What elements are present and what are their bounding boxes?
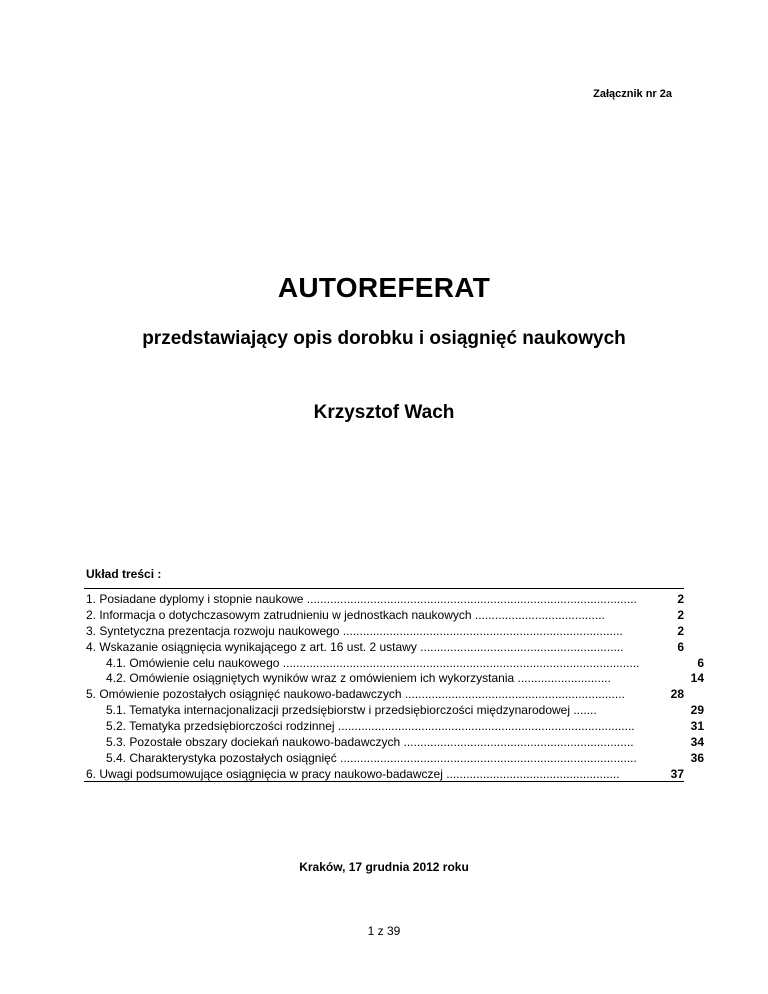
toc-entry-text: 4.2. Omówienie osiągniętych wyników wraz z omówieniem ich wykorzystania ............................ xyxy=(106,671,611,686)
toc-entry-4-1[interactable] xyxy=(86,655,704,672)
toc-entry-text: 5.2. Tematyka przedsiębiorczości rodzinnej ......................................................................................... xyxy=(106,719,635,734)
toc-entry-page: 14 xyxy=(690,671,704,686)
document-subtitle: przedstawiający opis dorobku i osiągnięć naukowych xyxy=(142,328,626,349)
toc-entry-1[interactable] xyxy=(86,592,684,608)
toc-entry-4-2[interactable] xyxy=(86,671,704,687)
toc-entry-page: 2 xyxy=(677,607,684,622)
toc-entry-page: 34 xyxy=(690,735,704,750)
toc-entry-text: 5. Omówienie pozostałych osiągnięć naukowo-badawczych .................................................................. xyxy=(86,687,625,702)
toc-entry-page: 29 xyxy=(690,703,704,718)
toc-entry-text: 5.3. Pozostałe obszary dociekań naukowo-badawczych ..................................................................... xyxy=(106,735,634,750)
toc-entry-3[interactable] xyxy=(86,624,684,640)
toc-entry-2[interactable] xyxy=(86,608,684,624)
toc-entry-page: 6 xyxy=(677,639,684,654)
toc-entry-5-1[interactable] xyxy=(86,703,704,719)
toc-entry-5-2[interactable] xyxy=(86,719,704,735)
toc-entry-text: 3. Syntetyczna prezentacja rozwoju naukowego .................................................................................... xyxy=(86,623,623,638)
place-date: Kraków, 17 grudnia 2012 roku xyxy=(299,860,469,874)
toc-heading: Układ treści : xyxy=(86,567,162,581)
toc-entry-page: 31 xyxy=(690,719,704,734)
toc-entry-text: 1. Posiadane dyplomy i stopnie naukowe ................................................................................................... xyxy=(86,592,637,606)
toc-entry-4[interactable] xyxy=(86,640,684,656)
toc-entry-5[interactable] xyxy=(86,687,684,703)
toc-entry-5-4[interactable] xyxy=(86,750,704,767)
toc-entry-page: 2 xyxy=(677,592,684,606)
annex-label: Załącznik nr 2a xyxy=(593,88,672,100)
toc-entry-text: 6. Uwagi podsumowujące osiągnięcia w pracy naukowo-badawczej .................................................... xyxy=(86,766,620,781)
toc-entry-text: 2. Informacja o dotychczasowym zatrudnieniu w jednostkach naukowych ....................................... xyxy=(86,607,605,622)
toc-entry-text: 4. Wskazanie osiągnięcia wynikającego z art. 16 ust. 2 ustawy ............................................................. xyxy=(86,639,624,654)
toc-entry-page: 2 xyxy=(677,623,684,638)
toc-entry-page: 6 xyxy=(697,655,704,670)
toc-entry-5-3[interactable] xyxy=(86,735,704,751)
author-name: Krzysztof Wach xyxy=(313,402,455,423)
page-number: 1 z 39 xyxy=(367,924,401,938)
document-title: AUTOREFERAT xyxy=(277,272,491,303)
toc-entry-page: 36 xyxy=(690,750,704,765)
toc-entry-page: 37 xyxy=(670,766,684,781)
toc-entry-text: 5.4. Charakterystyka pozostałych osiągnięć ......................................................................................... xyxy=(106,750,637,765)
toc-entry-page: 28 xyxy=(670,687,684,702)
table-of-contents xyxy=(86,592,704,783)
toc-bottom-rule xyxy=(84,781,684,782)
toc-top-rule xyxy=(84,588,684,589)
toc-entry-text: 4.1. Omówienie celu naukowego ........................................................................................................... xyxy=(106,655,640,670)
toc-entry-text: 5.1. Tematyka internacjonalizacji przedsiębiorstw i przedsiębiorczości międzynarodowej ....... xyxy=(106,703,597,718)
